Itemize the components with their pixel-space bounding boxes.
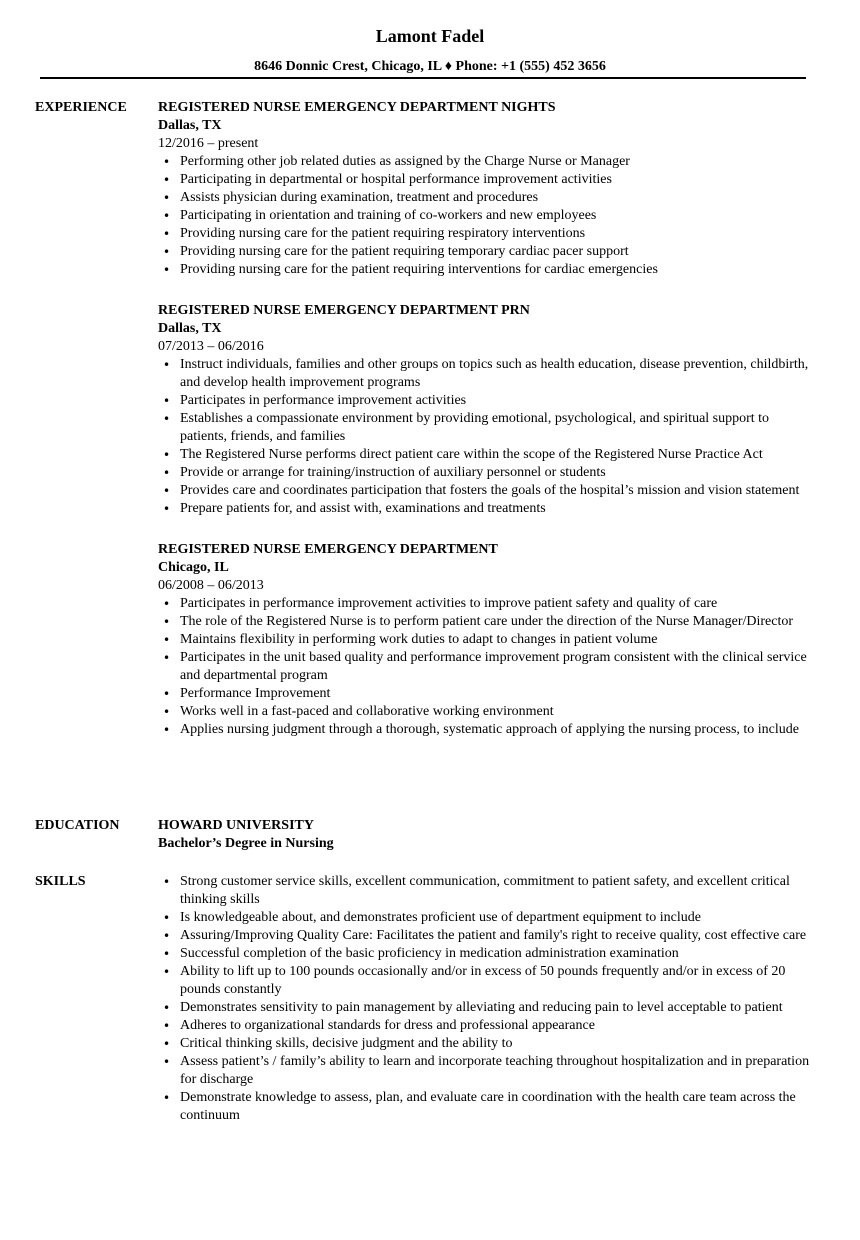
experience-heading: EXPERIENCE	[35, 100, 127, 115]
skills-body	[158, 873, 815, 1125]
skill-item: • Assess patient’s / family’s ability to learn and incorporate teaching throughout hospitalization and in preparation for discharge	[180, 1053, 815, 1089]
job-entry	[158, 99, 815, 279]
job-location: Dallas, TX	[158, 321, 222, 336]
job-duty: • Providing nursing care for the patient requiring respiratory interventions	[180, 225, 815, 243]
job-entry	[158, 302, 815, 518]
job-duty: • Applies nursing judgment through a thorough, systematic approach of applying the nursing process, to include	[180, 721, 815, 739]
job-duty: • Provide or arrange for training/instruction of auxiliary personnel or students	[180, 464, 815, 482]
job-duty: • Providing nursing care for the patient requiring temporary cardiac pacer support	[180, 243, 815, 261]
job-entry	[158, 541, 815, 739]
job-location: Dallas, TX	[158, 118, 222, 133]
skill-item: • Demonstrate knowledge to assess, plan, and evaluate care in coordination with the health care team across the continuum	[180, 1089, 815, 1125]
skill-item: • Ability to lift up to 100 pounds occasionally and/or in excess of 50 pounds frequently and/or in excess of 20 pounds constantly	[180, 963, 815, 999]
skill-item: • Is knowledgeable about, and demonstrates proficient use of department equipment to include	[180, 909, 815, 927]
job-title: REGISTERED NURSE EMERGENCY DEPARTMENT	[158, 542, 498, 557]
job-duty: • Participates in the unit based quality and performance improvement program consistent with the clinical service and departmental program	[180, 649, 815, 685]
education-heading: EDUCATION	[35, 818, 120, 833]
skill-item: • Adheres to organizational standards for dress and professional appearance	[180, 1017, 815, 1035]
job-title: REGISTERED NURSE EMERGENCY DEPARTMENT NIGHTS	[158, 100, 556, 115]
job-dates: 12/2016 – present	[158, 136, 259, 151]
job-dates: 07/2013 – 06/2016	[158, 339, 264, 354]
job-duty: • The role of the Registered Nurse is to perform patient care under the direction of the Nurse Manager/Director	[180, 613, 815, 631]
job-duty: • Performance Improvement	[180, 685, 815, 703]
job-duties-list	[158, 153, 815, 279]
skills-list	[158, 873, 815, 1125]
job-duty: • Performing other job related duties as assigned by the Charge Nurse or Manager	[180, 153, 815, 171]
job-duty: • Maintains flexibility in performing work duties to adapt to changes in patient volume	[180, 631, 815, 649]
skill-item: • Critical thinking skills, decisive judgment and the ability to	[180, 1035, 815, 1053]
candidate-name: Lamont Fadel	[375, 26, 485, 46]
job-duty: • Prepare patients for, and assist with, examinations and treatments	[180, 500, 815, 518]
job-duties-list	[158, 595, 815, 739]
job-duty: • Works well in a fast-paced and collaborative working environment	[180, 703, 815, 721]
skill-item: • Demonstrates sensitivity to pain management by alleviating and reducing pain to level acceptable to patient	[180, 999, 815, 1017]
job-duty: • Establishes a compassionate environment by providing emotional, psychological, and spiritual support to patients, friends, and families	[180, 410, 815, 446]
job-duty: • Participating in orientation and training of co-workers and new employees	[180, 207, 815, 225]
job-duty: • Participates in performance improvement activities	[180, 392, 815, 410]
contact-line: 8646 Donnic Crest, Chicago, IL ♦ Phone: +1 (555) 452 3656	[254, 59, 606, 74]
job-duty: • Provides care and coordinates participation that fosters the goals of the hospital’s mission and vision statement	[180, 482, 815, 500]
job-duty: • Assists physician during examination, treatment and procedures	[180, 189, 815, 207]
job-duty: • Participating in departmental or hospital performance improvement activities	[180, 171, 815, 189]
skill-item: • Successful completion of the basic proficiency in medication administration examination	[180, 945, 815, 963]
job-duty: • Providing nursing care for the patient requiring interventions for cardiac emergencies	[180, 261, 815, 279]
job-dates: 06/2008 – 06/2013	[158, 578, 264, 593]
job-location: Chicago, IL	[158, 560, 229, 575]
skill-item: • Strong customer service skills, excellent communication, commitment to patient safety, and excellent critical thinking skills	[180, 873, 815, 909]
school-name: HOWARD UNIVERSITY	[158, 818, 314, 833]
job-duties-list	[158, 356, 815, 518]
job-duty: • Instruct individuals, families and other groups on topics such as health education, disease prevention, childbirth, and develop health improvement programs	[180, 356, 815, 392]
skills-heading: SKILLS	[35, 874, 86, 889]
header-divider	[40, 77, 806, 79]
job-duty: • The Registered Nurse performs direct patient care within the scope of the Registered Nurse Practice Act	[180, 446, 815, 464]
education-body	[158, 817, 815, 853]
job-title: REGISTERED NURSE EMERGENCY DEPARTMENT PRN	[158, 303, 530, 318]
skill-item: • Assuring/Improving Quality Care: Facilitates the patient and family's right to receive quality, cost effective care	[180, 927, 815, 945]
job-duty: • Participates in performance improvement activities to improve patient safety and quality of care	[180, 595, 815, 613]
experience-body	[158, 99, 815, 762]
degree-name: Bachelor’s Degree in Nursing	[158, 836, 334, 851]
